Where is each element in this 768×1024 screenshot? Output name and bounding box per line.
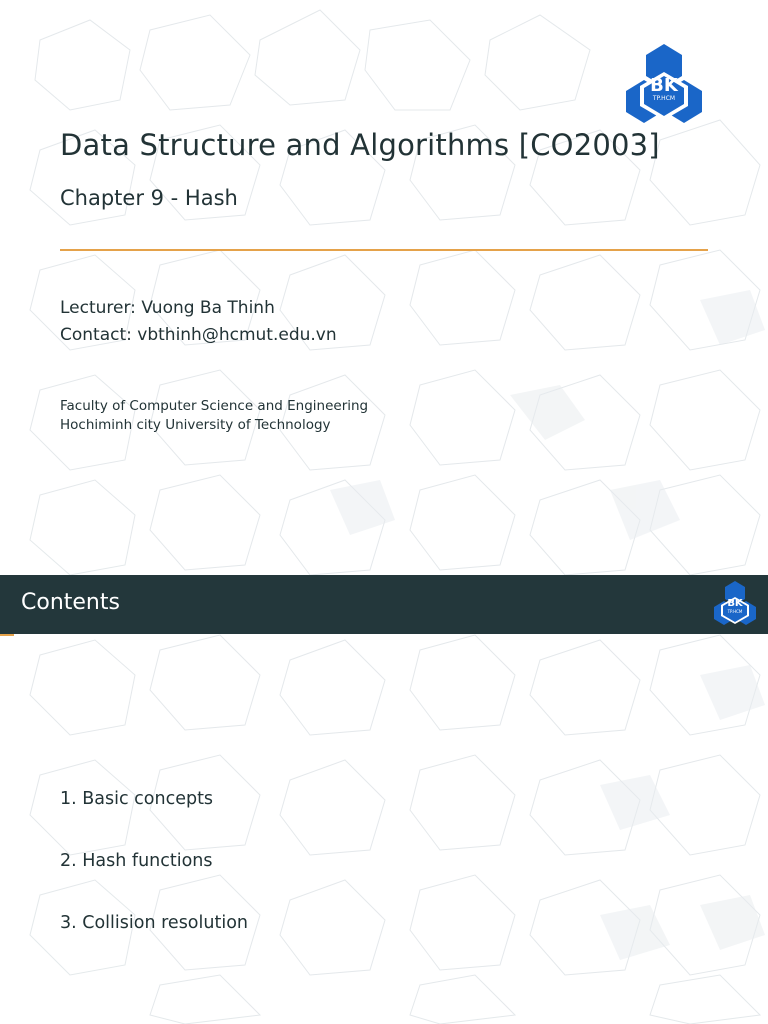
bk-logo-sub: TP.HCM	[727, 609, 743, 614]
frame-header	[0, 575, 768, 634]
title-divider	[60, 249, 708, 251]
toc-item-hash-functions[interactable]: 2. Hash functions	[60, 851, 213, 871]
frame-title: Contents	[21, 590, 120, 615]
bk-logo-text	[709, 598, 761, 614]
faculty-line: Faculty of Computer Science and Engineering	[60, 398, 369, 414]
bk-logo-main: BK	[650, 75, 678, 96]
presentation-title: Data Structure and Algorithms [CO2003]	[60, 128, 660, 162]
toc-item-basic-concepts[interactable]: 1. Basic concepts	[60, 789, 214, 809]
presentation-subtitle: Chapter 9 - Hash	[60, 186, 238, 210]
contact-line: Contact: vbthinh@hcmut.edu.vn	[60, 325, 337, 345]
bk-logo-text	[618, 77, 710, 103]
toc-item-collision-resolution[interactable]: 3. Collision resolution	[60, 913, 248, 933]
header-accent	[0, 634, 14, 636]
contents-slide	[0, 575, 768, 1024]
university-line: Hochiminh city University of Technology	[60, 417, 331, 433]
lecturer-line: Lecturer: Vuong Ba Thinh	[60, 298, 275, 318]
bk-logo-sub: TP.HCM	[652, 95, 676, 102]
bk-logo-main: BK	[727, 598, 743, 609]
